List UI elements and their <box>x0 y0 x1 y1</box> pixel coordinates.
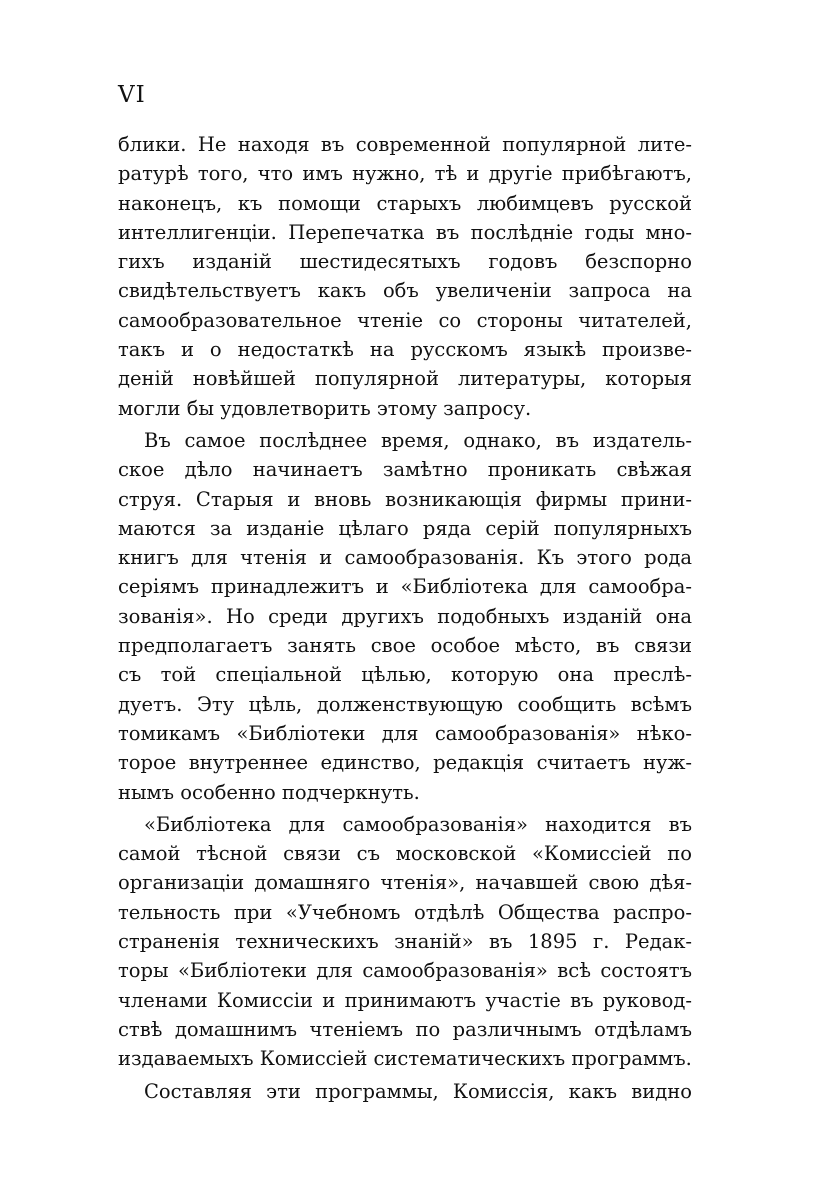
text-line: членами Комиссіи и принимаютъ участіе въ руковод- <box>118 988 692 1012</box>
page-number: VI <box>118 82 146 108</box>
text-line: «Библіотека для самообразованія» находится въ <box>144 812 692 836</box>
text-line: наконецъ, къ помощи старыхъ любимцевъ русской <box>118 191 692 215</box>
text-line: ратурѣ того, что имъ нужно, тѣ и другіе прибѣгаютъ, <box>118 162 692 186</box>
paragraph-1 <box>118 130 692 423</box>
text-line: свидѣтельствуетъ какъ объ увеличеніи запроса на <box>118 279 692 303</box>
text-line: ское дѣло начинаетъ замѣтно проникать свѣжая <box>118 458 692 482</box>
text-line: маются за изданіе цѣлаго ряда серій популярныхъ <box>118 516 692 540</box>
text-line: блики. Не находя въ современной популярной лите- <box>118 133 692 156</box>
text-line: нымъ особенно подчеркнуть. <box>118 780 420 804</box>
text-line: торое внутреннее единство, редакція считаетъ нуж- <box>118 751 692 775</box>
text-line: струя. Старыя и вновь возникающія фирмы прини- <box>118 487 692 511</box>
text-line: деній новѣйшей популярной литературы, которыя <box>118 367 692 391</box>
text-line: гихъ изданій шестидесятыхъ годовъ безспорно <box>118 250 692 274</box>
text-line: Составляя эти программы, Комиссія, какъ видно <box>144 1079 692 1103</box>
paragraph-2 <box>118 426 692 807</box>
text-line: издаваемыхъ Комиссіей систематическихъ программъ. <box>118 1047 692 1071</box>
text-line: такъ и о недостаткѣ на русскомъ языкѣ произве- <box>118 338 692 362</box>
text-line: интеллигенціи. Перепечатка въ послѣдніе годы мно- <box>118 220 692 244</box>
text-line: томикамъ «Библіотеки для самообразованія» нѣко- <box>118 721 692 745</box>
text-line: самой тѣсной связи съ московской «Комиссіей по <box>118 842 692 866</box>
paragraph-3 <box>118 810 692 1074</box>
text-line: предполагаетъ занять свое особое мѣсто, въ связи <box>118 634 692 658</box>
text-line: Въ самое послѣднее время, однако, въ издатель- <box>144 428 692 452</box>
text-line: торы «Библіотеки для самообразованія» всѣ состоятъ <box>118 959 692 983</box>
paragraph-4 <box>118 1077 692 1106</box>
text-line: организаціи домашняго чтенія», начавшей свою дѣя- <box>118 871 692 895</box>
text-line: страненія техническихъ знаній» въ 1895 г. Редак- <box>118 930 692 954</box>
text-line: дуетъ. Эту цѣль, долженствующую сообщить всѣмъ <box>118 692 692 716</box>
text-line: самообразовательное чтеніе со стороны читателей, <box>118 308 692 332</box>
text-line: съ той спеціальной цѣлью, которую она преслѣ- <box>118 663 692 687</box>
text-line: могли бы удовлетворить этому запросу. <box>118 396 532 420</box>
text-line: тельность при «Учебномъ отдѣлѣ Общества распро- <box>118 900 692 924</box>
text-line: книгъ для чтенія и самообразованія. Къ этого рода <box>118 546 692 570</box>
body-text <box>118 130 692 1106</box>
text-line: зованія». Но среди другихъ подобныхъ изданій она <box>118 604 692 628</box>
text-line: ствѣ домашнимъ чтеніемъ по различнымъ отдѣламъ <box>118 1017 692 1041</box>
text-line: серіямъ принадлежитъ и «Библіотека для самообра- <box>118 575 692 599</box>
